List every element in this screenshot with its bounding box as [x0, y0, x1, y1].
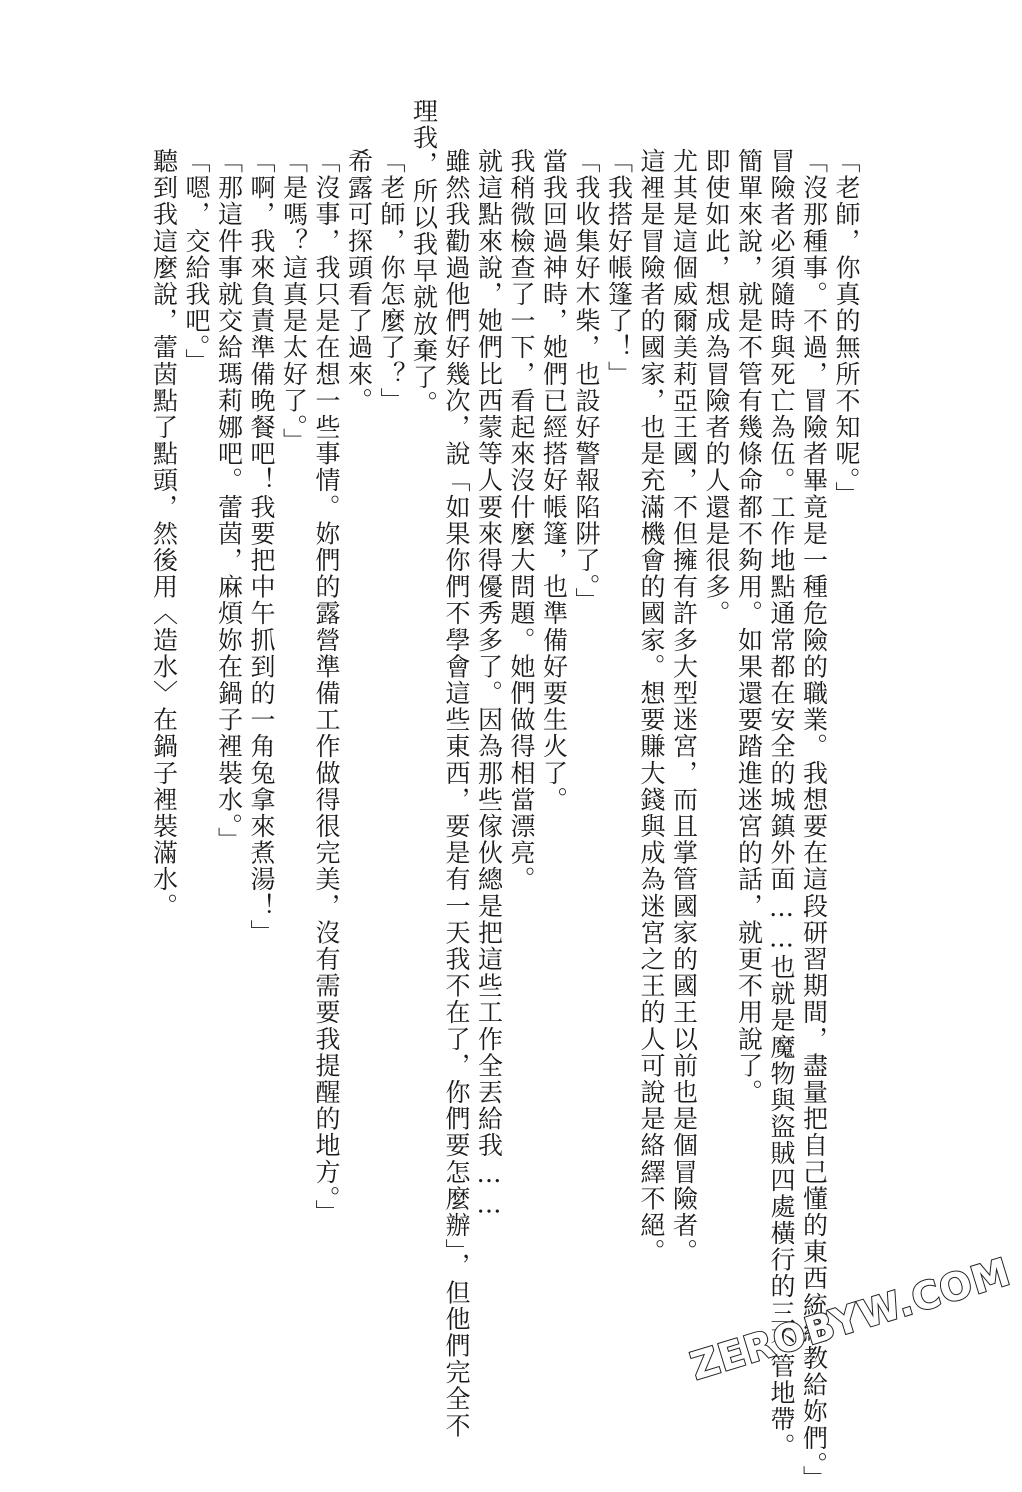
text-line-22: 聽到我這麼說，蕾茵點了點頭，然後用〈造水〉在鍋子裡裝滿水。: [149, 148, 179, 920]
text-line-6: 尤其是這個威爾美莉亞王國，不但擁有許多大型迷宮，而且掌管國家的國王以前也是個冒險者。: [669, 148, 699, 1266]
text-line-19: 「啊，我來負責準備晚餐吧！我要把中午抓到的一角兔拿來煮湯！」: [247, 148, 276, 946]
text-line-20: 「那這件事就交給瑪莉娜吧。蕾茵，麻煩妳在鍋子裡裝水。」: [214, 148, 244, 854]
text-line-2: 「沒那種事。不過，冒險者畢竟是一種危險的職業。我想要在這段研習期間，盡量把自己懂的東西統統教給妳們。」: [799, 148, 829, 1492]
text-line-12: 就這點來說，她們比西蒙等人要來得優秀多了。因為那些傢伙總是把這些工作全丟給我……: [474, 148, 504, 1220]
text-line-14: 理我，所以我早就放棄了。: [409, 98, 439, 418]
text-line-21: 「嗯，交給我吧。」: [182, 148, 211, 375]
text-line-15: 「老師，你怎麼了？」: [377, 148, 406, 414]
text-line-10: 當我回過神時，她們已經搭好帳篷，也準備好要生火了。: [539, 148, 569, 813]
text-line-16: 希露可探頭看了過來。: [344, 148, 374, 414]
text-line-17: 「沒事，我只是在想一些事情。妳們的露營準備工作做得很完美，沒有需要我提醒的地方。」: [312, 148, 341, 1227]
watermark-text: ZEROBYW.COM: [685, 1249, 1016, 1389]
text-line-18: 「是嗎？這真是太好了。」: [279, 148, 309, 455]
text-line-13: 雖然我勸過他們好幾次，說「如果你們不學會這些東西，要是有一天我不在了，你們要怎麼辦」，但他們完全不: [442, 148, 471, 1439]
text-line-11: 我稍微檢查了一下，看起來沒什麼大問題。她們做得相當漂亮。: [507, 148, 536, 893]
text-line-9: 「我收集好木柴，也設好警報陷阱了。」: [572, 148, 601, 615]
text-line-8: 「我搭好帳篷了！」: [604, 148, 634, 388]
text-line-4: 簡單來說，就是不管有幾條命都不夠用。如果還要踏進迷宮的話，就更不用說了。: [734, 148, 764, 1106]
text-line-5: 即使如此，想成為冒險者的人還是很多。: [702, 148, 731, 627]
text-line-7: 這裡是冒險者的國家，也是充滿機會的國家。想要賺大錢與成為迷宮之王的人可說是絡繹不絕。: [637, 148, 666, 1266]
text-line-3: 冒險者必須隨時與死亡為伍。工作地點通常都在安全的城鎮外面……也就是魔物與盜賊四處橫行的三不管地帶。: [767, 148, 796, 1460]
text-line-1: 「老師，你真的無所不知呢。」: [832, 148, 861, 508]
